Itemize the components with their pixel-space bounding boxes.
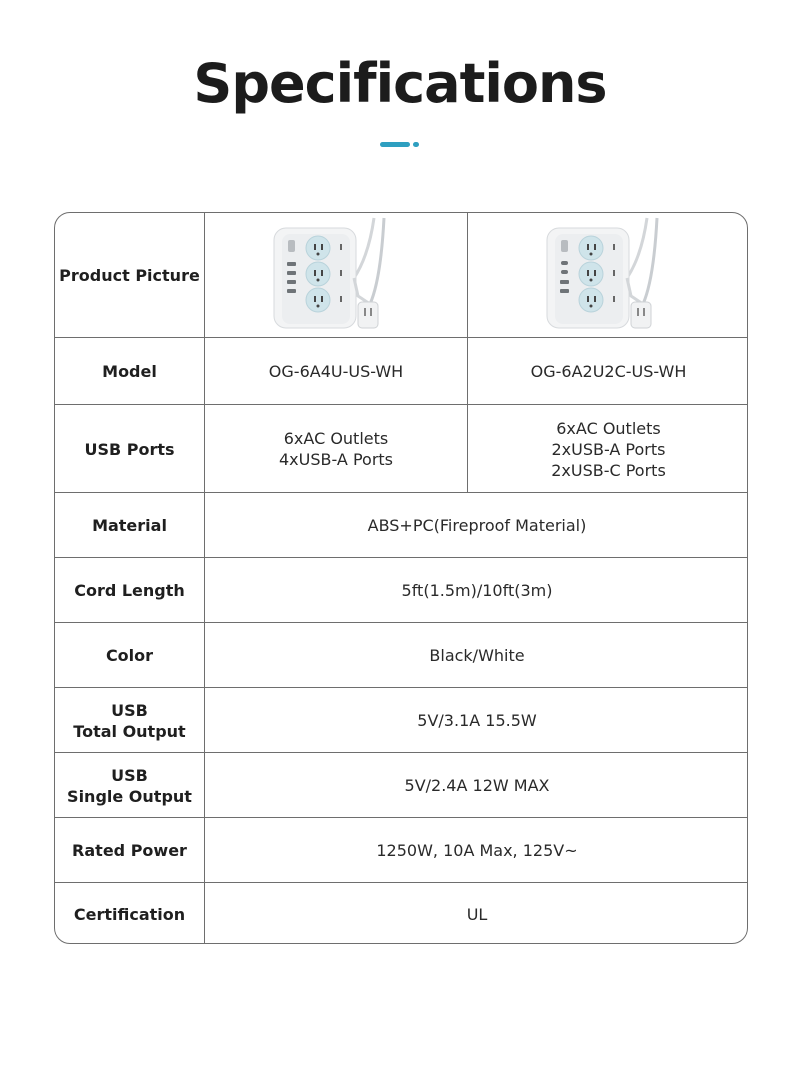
row-label: Rated Power: [55, 818, 205, 883]
model-value-right: OG-6A2U2C-US-WH: [530, 362, 687, 381]
usb-total-output-value: 5V/3.1A 15.5W: [417, 711, 537, 730]
table-row-model: [55, 337, 748, 405]
table-row-rated-power: [55, 817, 748, 883]
row-label: Cord Length: [55, 558, 205, 623]
product-image-cell-left: [205, 213, 468, 337]
power-strip-2usb-a-2usb-c-image: [539, 216, 679, 334]
row-label: USB Ports: [55, 405, 205, 493]
table-row-usb-single-output: [55, 752, 748, 818]
table-row-usb-total-output: [55, 687, 748, 753]
page-title: Specifications: [193, 52, 607, 115]
cord-length-value: 5ft(1.5m)/10ft(3m): [401, 581, 553, 600]
color-value: Black/White: [429, 646, 525, 665]
table-row-cord-length: [55, 557, 748, 623]
row-label: USB Total Output: [55, 688, 205, 753]
rated-power-value: 1250W, 10A Max, 125V~: [376, 841, 578, 860]
usb-single-output-value: 5V/2.4A 12W MAX: [404, 776, 550, 795]
row-label: Certification: [55, 883, 205, 944]
row-label: Product Picture: [55, 213, 205, 337]
table-row-color: [55, 622, 748, 688]
usb-ports-value-left: 6xAC Outlets 4xUSB-A Ports: [205, 405, 468, 493]
power-strip-4usb-a-image: [266, 216, 406, 334]
accent-bar: [380, 142, 410, 147]
table-row-material: [55, 492, 748, 558]
material-value: ABS+PC(Fireproof Material): [367, 516, 587, 535]
table-row-usb-ports: [55, 404, 748, 493]
model-value-left: OG-6A4U-US-WH: [205, 338, 468, 405]
row-label: Material: [55, 493, 205, 558]
row-label: Color: [55, 623, 205, 688]
specifications-table: [54, 212, 748, 944]
certification-value: UL: [466, 905, 488, 924]
row-label: Model: [55, 338, 205, 405]
table-row-product-picture: [55, 213, 748, 337]
accent-dot: [413, 142, 419, 147]
row-label: USB Single Output: [55, 753, 205, 818]
usb-ports-value-right: 6xAC Outlets 2xUSB-A Ports 2xUSB-C Ports: [551, 418, 666, 480]
table-row-certification: [55, 882, 748, 944]
product-image-cell-right: [468, 213, 748, 337]
